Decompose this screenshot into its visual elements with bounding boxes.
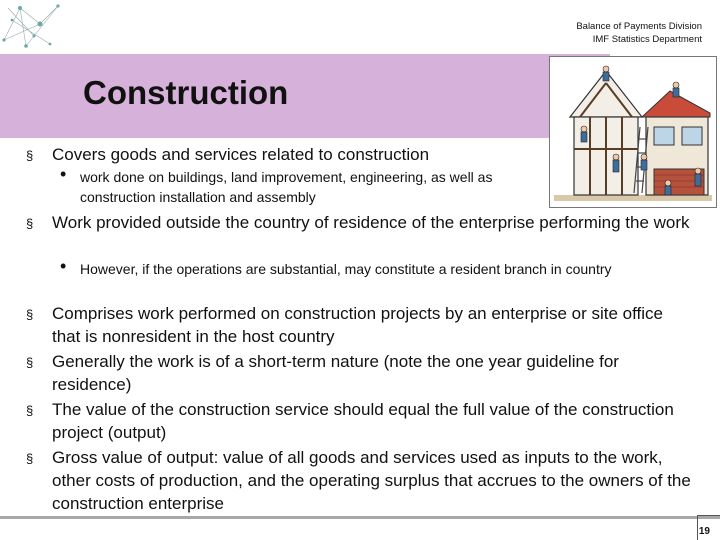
bullet-text: Work provided outside the country of residence of the enterprise performing the work [52,213,690,232]
bullet-text: Gross value of output: value of all goods and services used as inputs to the work, other costs of production, and the operating surplus that accrues to the owners of the construction enterprise [52,448,691,513]
bullet-short-term [26,350,692,396]
bullet-comprises-work [26,302,692,348]
org-division: Balance of Payments Division [576,21,702,32]
bullet-construction-value [26,398,692,444]
bullet-marker: § [26,148,34,163]
bullet-covers-goods [26,143,472,166]
network-logo-icon [0,0,62,52]
org-department: IMF Statistics Department [592,34,702,45]
bullet-text: The value of the construction service should equal the full value of the construction project (output) [52,400,674,442]
bullet-marker: § [26,451,34,466]
subbullet-marker: • [60,164,67,184]
bullet-text: Generally the work is of a short-term nature (note the one year guideline for residence) [52,352,619,394]
header-organization [576,20,702,46]
footer-divider [0,516,720,519]
bullet-marker: § [26,403,34,418]
subbullet-work-done [60,164,510,207]
bullet-marker: § [26,355,34,370]
bullet-gross-value [26,446,697,515]
bullet-marker: § [26,216,34,231]
slide-title: Construction [83,74,289,111]
subbullet-resident-branch [60,256,680,279]
subbullet-text: However, if the operations are substantial, may constitute a resident branch in country [80,261,612,277]
subbullet-text: work done on buildings, land improvement, engineering, as well as construction installation and assembly [80,169,493,205]
bullet-work-outside [26,211,692,234]
house-construction-illustration [549,56,717,208]
subbullet-marker: • [60,256,67,276]
page-number: 19 [698,526,710,537]
bullet-text: Covers goods and services related to construction [52,145,430,164]
bullet-marker: § [26,307,34,322]
bullet-text: Comprises work performed on construction projects by an enterprise or site office that is nonresident in the host country [52,304,664,346]
